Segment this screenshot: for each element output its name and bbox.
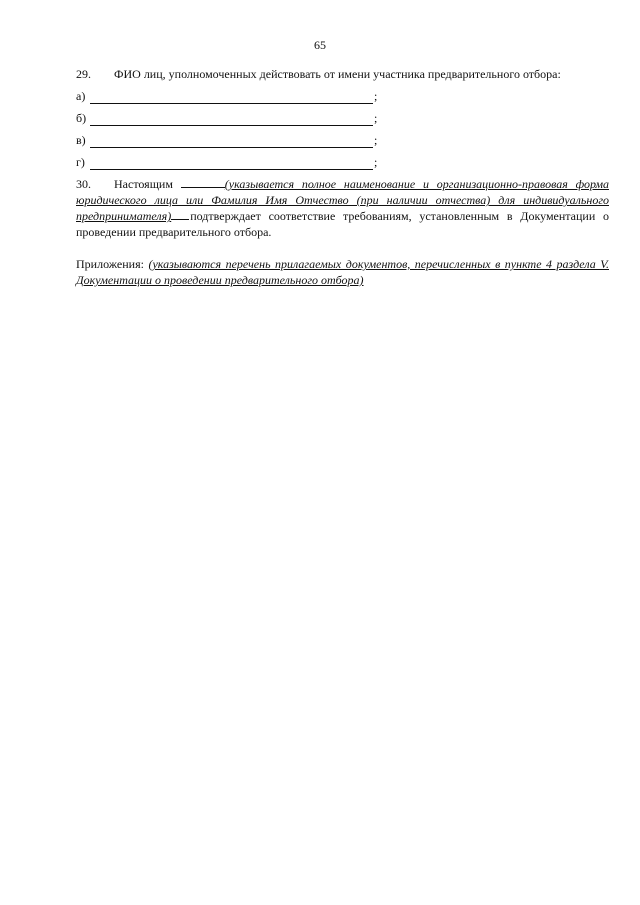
- fill-line-v: [76, 132, 609, 148]
- item-29-number: 29.: [76, 67, 91, 81]
- fill-line-end: ;: [374, 133, 378, 147]
- item-30-lead: Настоящим: [114, 177, 173, 191]
- page-number: 65: [314, 38, 326, 52]
- fill-line-b: [76, 110, 609, 126]
- item-30-paragraph: [76, 176, 609, 240]
- document-body: [76, 66, 609, 288]
- fill-line-letter: а): [76, 89, 86, 103]
- attachments-instruction: (указываются перечень прилагаемых документов, перечисленных в пункте 4 раздела V. Документации о проведении предварительного отбора): [76, 257, 609, 287]
- item-30-number: 30.: [76, 177, 91, 191]
- fill-line-end: ;: [374, 155, 378, 169]
- fill-line-letter: в): [76, 133, 86, 147]
- fill-line-blank: [90, 157, 373, 170]
- fill-line-g: [76, 154, 609, 170]
- attachments-label: Приложения:: [76, 257, 144, 271]
- item-30-tail: подтверждает соответствие требованиям, установленным в Документации о проведении предварительного отбора.: [76, 209, 609, 239]
- fill-line-blank: [90, 113, 373, 126]
- fill-line-end: ;: [374, 89, 378, 103]
- item-29-heading: [76, 66, 609, 82]
- attachments-paragraph: [76, 256, 609, 288]
- fill-line-letter: б): [76, 111, 87, 125]
- fill-line-blank: [90, 135, 373, 148]
- fill-line-a: [76, 88, 609, 104]
- item-30-instruction: (указывается полное наименование и организационно-правовая форма юридического лица или Фамилия Имя Отчество (при наличии отчества) для индивидуального предпринимателя): [76, 177, 610, 223]
- item-30-blank: [181, 176, 225, 188]
- fill-line-letter: г): [76, 155, 85, 169]
- item-29-text: ФИО лиц, уполномоченных действовать от имени участника предварительного отбора:: [114, 67, 561, 81]
- fill-line-end: ;: [374, 111, 378, 125]
- fill-line-blank: [90, 91, 373, 104]
- item-30-blank-end: [171, 208, 189, 220]
